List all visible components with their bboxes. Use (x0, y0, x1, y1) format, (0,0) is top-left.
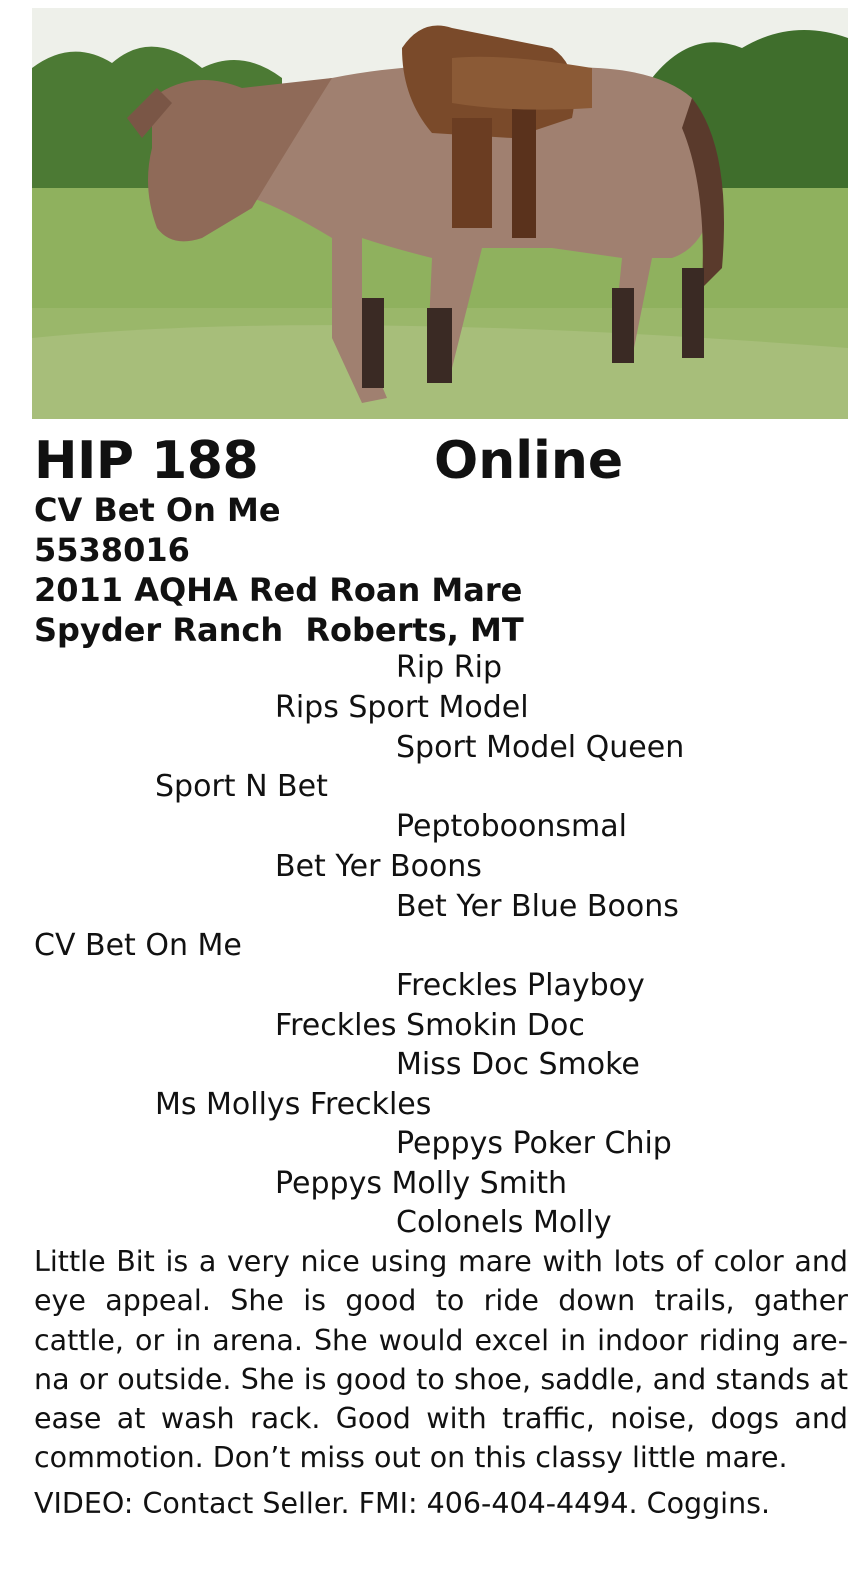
hip-number: HIP 188 (34, 431, 259, 491)
pedigree-entry: Freckles Playboy (396, 968, 645, 1003)
pedigree-entry: Bet Yer Blue Boons (396, 889, 679, 924)
horse-photo (32, 8, 848, 419)
sale-type: Online (434, 431, 624, 491)
pedigree-entry: Bet Yer Boons (275, 849, 482, 884)
registration-number: 5538016 (34, 531, 190, 569)
pedigree-entry: Peppys Poker Chip (396, 1126, 672, 1161)
pedigree-entry: Ms Mollys Freckles (155, 1087, 432, 1122)
consignor: Spyder Ranch Roberts, MT (34, 611, 524, 649)
pedigree-entry: Peptoboonsmal (396, 809, 627, 844)
pedigree-entry: Rips Sport Model (275, 690, 529, 725)
pedigree-entry: Sport N Bet (155, 769, 328, 804)
pedigree-entry: Miss Doc Smoke (396, 1047, 640, 1082)
pedigree-entry: Peppys Molly Smith (275, 1166, 568, 1201)
contact-info: VIDEO: Contact Seller. FMI: 406-404-4494. Coggins. (34, 1487, 771, 1520)
horse-description-line: 2011 AQHA Red Roan Mare (34, 571, 523, 609)
horse-name: CV Bet On Me (34, 491, 281, 529)
pedigree-entry: Sport Model Queen (396, 730, 685, 765)
pedigree-entry: CV Bet On Me (34, 928, 242, 963)
pedigree-entry: Freckles Smokin Doc (275, 1008, 585, 1043)
pedigree-entry: Rip Rip (396, 650, 502, 685)
listing-header (34, 430, 834, 492)
horse-remarks: Little Bit is a very nice using mare with lots of color and eye appeal. She is good to ride down trails, gather cattle, or in arena. She would excel in indoor riding are-na or outside. She is good to shoe, saddle, and stands at ease at wash rack. Good with traffic, noise, dogs and commotion. Don’t miss out on this classy little mare. (34, 1245, 848, 1475)
pedigree-entry: Colonels Molly (396, 1205, 612, 1240)
